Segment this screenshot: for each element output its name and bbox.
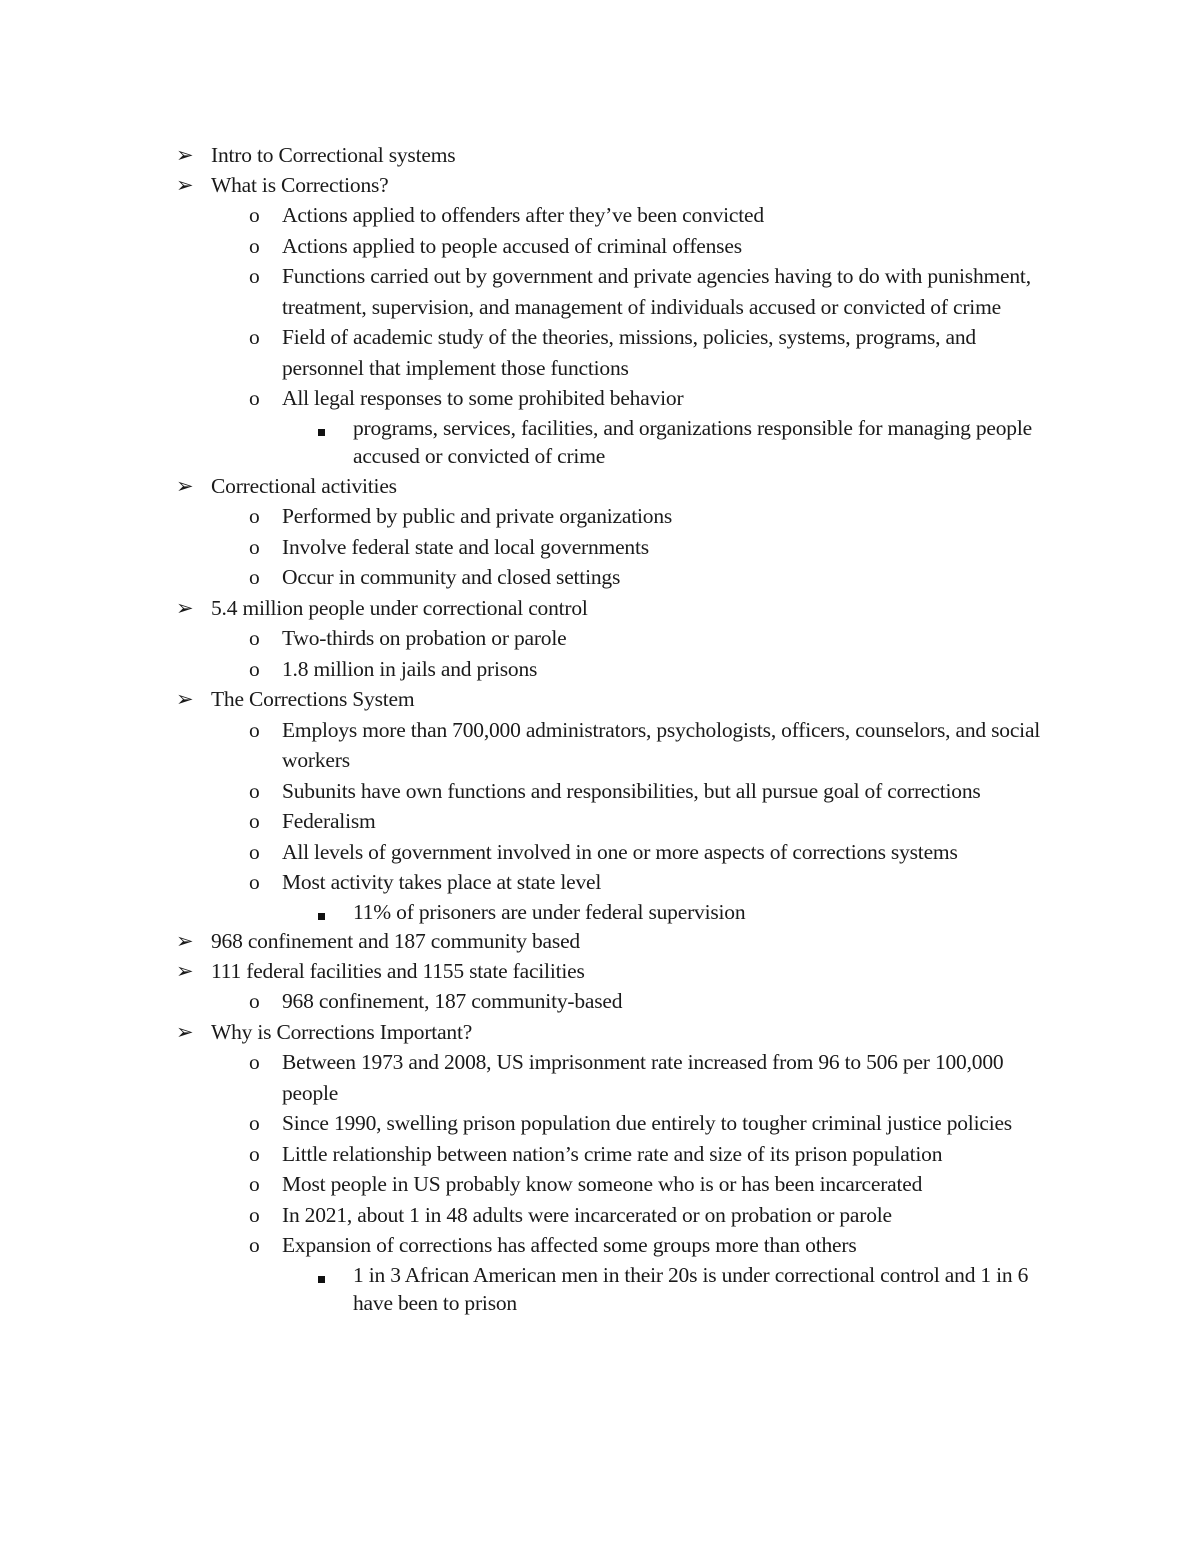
circle-bullet-icon: o (249, 1111, 260, 1135)
outline-item (0, 715, 1200, 776)
outline-text: Field of academic study of the theories, missions, policies, systems, programs, and personnel that implement those functions (282, 325, 976, 380)
outline-text: Correctional activities (211, 473, 397, 498)
arrow-bullet-icon: ➢ (176, 595, 194, 620)
circle-bullet-icon: o (249, 989, 260, 1013)
outline-item (0, 776, 1200, 807)
arrow-bullet-icon: ➢ (176, 473, 194, 498)
circle-bullet-icon: o (249, 626, 260, 650)
circle-bullet-icon: o (249, 233, 260, 258)
outline-item (0, 383, 1200, 414)
outline-text: Actions applied to offenders after they’ve been convicted (282, 203, 764, 227)
circle-bullet-icon: o (249, 1172, 260, 1196)
outline-text: Why is Corrections Important? (211, 1019, 473, 1044)
circle-bullet-icon: o (249, 1141, 260, 1166)
outline-text: 5.4 million people under correctional control (211, 595, 588, 620)
outline-text: All levels of government involved in one or more aspects of corrections systems (282, 839, 958, 864)
outline-text: Intro to Correctional systems (211, 143, 456, 167)
outline-text: 968 confinement, 187 community-based (282, 989, 623, 1013)
circle-bullet-icon: o (249, 325, 260, 349)
circle-bullet-icon: o (249, 1202, 260, 1227)
outline-item (0, 1261, 1200, 1318)
arrow-bullet-icon: ➢ (176, 687, 194, 711)
outline-item (0, 593, 1200, 624)
outline-list (0, 140, 1200, 1318)
arrow-bullet-icon: ➢ (176, 929, 194, 953)
outline-text: Actions applied to people accused of criminal offenses (282, 233, 742, 258)
arrow-bullet-icon: ➢ (176, 958, 194, 983)
outline-item (0, 140, 1200, 171)
outline-item (0, 170, 1200, 201)
outline-item (0, 322, 1200, 383)
outline-text: 111 federal facilities and 1155 state facilities (211, 958, 585, 983)
square-bullet-icon (318, 414, 332, 445)
outline-item (0, 1047, 1200, 1108)
outline-item (0, 501, 1200, 532)
outline-text: Little relationship between nation’s crime rate and size of its prison population (282, 1141, 943, 1166)
outline-item (0, 926, 1200, 957)
outline-item (0, 1139, 1200, 1170)
arrow-bullet-icon: ➢ (176, 143, 194, 167)
square-bullet-icon (318, 1261, 332, 1292)
circle-bullet-icon: o (249, 534, 260, 559)
outline-text: Occur in community and closed settings (282, 565, 621, 589)
outline-item (0, 1230, 1200, 1261)
circle-bullet-icon: o (249, 1050, 260, 1074)
circle-bullet-icon: o (249, 504, 260, 528)
outline-item (0, 471, 1200, 502)
circle-bullet-icon: o (249, 264, 260, 288)
outline-item (0, 867, 1200, 898)
outline-item (0, 806, 1200, 837)
outline-text: Most activity takes place at state level (282, 870, 602, 894)
outline-item (0, 1017, 1200, 1048)
outline-text: Since 1990, swelling prison population due entirely to tougher criminal justice policies (282, 1111, 1012, 1135)
outline-text: 1 in 3 African American men in their 20s is under correctional control and 1 in 6 have been to prison (353, 1262, 1029, 1315)
outline-item (0, 1108, 1200, 1139)
outline-text: Involve federal state and local governments (282, 534, 649, 559)
outline-text: Employs more than 700,000 administrators, psychologists, officers, counselors, and social workers (282, 717, 1041, 772)
arrow-bullet-icon: ➢ (176, 172, 194, 197)
circle-bullet-icon: o (249, 565, 260, 589)
outline-text: Most people in US probably know someone who is or has been incarcerated (282, 1172, 923, 1196)
square-bullet-icon (318, 898, 332, 929)
circle-bullet-icon: o (249, 717, 260, 742)
outline-item (0, 684, 1200, 715)
outline-item (0, 261, 1200, 322)
outline-item (0, 898, 1200, 927)
outline-text: 968 confinement and 187 community based (211, 929, 580, 953)
outline-text: The Corrections System (211, 687, 415, 711)
outline-item (0, 200, 1200, 231)
outline-item (0, 623, 1200, 654)
circle-bullet-icon: o (249, 656, 260, 681)
circle-bullet-icon: o (249, 870, 260, 894)
outline-text: Between 1973 and 2008, US imprisonment rate increased from 96 to 506 per 100,000 people (282, 1050, 1004, 1105)
circle-bullet-icon: o (249, 809, 260, 833)
circle-bullet-icon: o (249, 839, 260, 864)
outline-text: Federalism (282, 809, 376, 833)
outline-item (0, 986, 1200, 1017)
circle-bullet-icon: o (249, 778, 260, 803)
outline-text: programs, services, facilities, and organizations responsible for managing people accused or convicted of crime (353, 415, 1032, 468)
arrow-bullet-icon: ➢ (176, 1019, 194, 1044)
outline-item (0, 231, 1200, 262)
outline-text: Two-thirds on probation or parole (282, 626, 567, 650)
outline-item (0, 1169, 1200, 1200)
outline-item (0, 654, 1200, 685)
outline-text: All legal responses to some prohibited behavior (282, 386, 684, 410)
circle-bullet-icon: o (249, 203, 260, 227)
outline-item (0, 1200, 1200, 1231)
outline-item (0, 562, 1200, 593)
outline-text: In 2021, about 1 in 48 adults were incarcerated or on probation or parole (282, 1202, 892, 1227)
outline-item (0, 414, 1200, 471)
outline-text: 11% of prisoners are under federal supervision (353, 899, 746, 924)
outline-text: Expansion of corrections has affected some groups more than others (282, 1233, 857, 1257)
outline-text: Subunits have own functions and responsibilities, but all pursue goal of corrections (282, 778, 981, 803)
outline-text: Functions carried out by government and private agencies having to do with punishment, treatment, supervision, and management of individuals accused or convicted of crime (282, 264, 1031, 319)
circle-bullet-icon: o (249, 386, 260, 410)
outline-item (0, 837, 1200, 868)
outline-item (0, 956, 1200, 987)
outline-text: 1.8 million in jails and prisons (282, 656, 538, 681)
circle-bullet-icon: o (249, 1233, 260, 1257)
outline-item (0, 532, 1200, 563)
outline-text: Performed by public and private organizations (282, 504, 673, 528)
outline-text: What is Corrections? (211, 172, 389, 197)
